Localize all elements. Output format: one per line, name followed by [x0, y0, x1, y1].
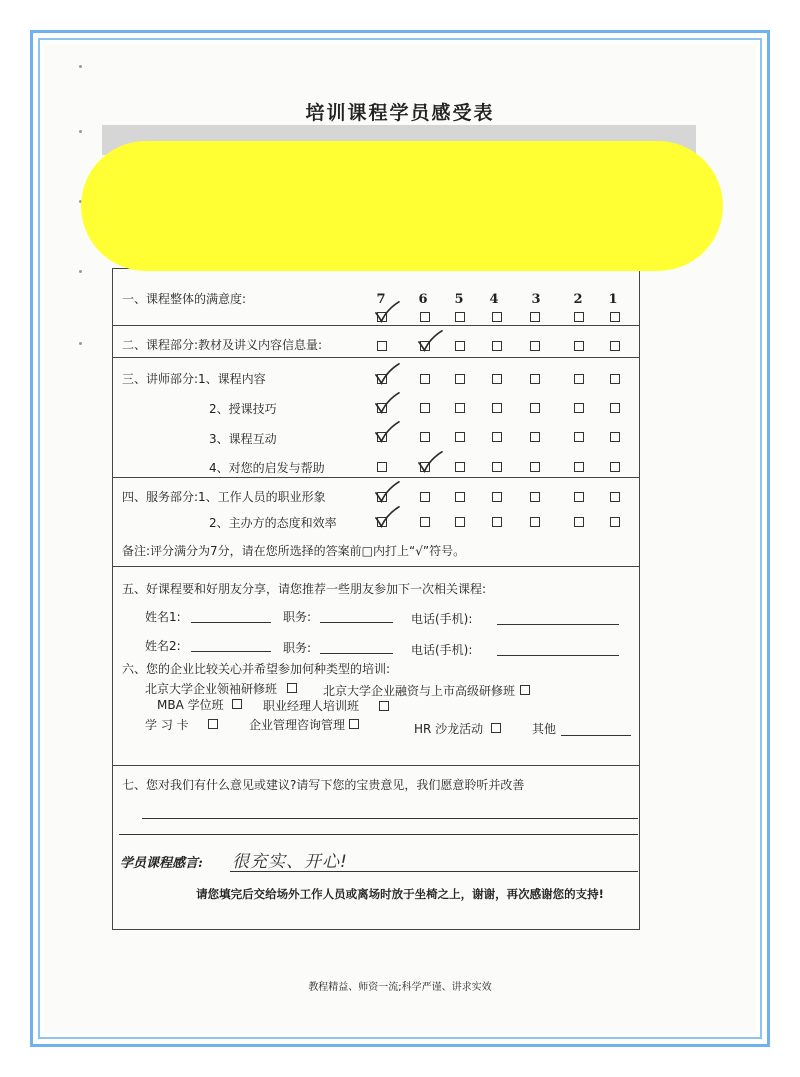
rating-checkbox[interactable]	[530, 492, 540, 502]
rating-checkbox[interactable]	[492, 341, 502, 351]
rating-checkbox[interactable]	[574, 374, 584, 384]
rating-checkbox[interactable]	[455, 341, 465, 351]
check-mark-icon	[416, 450, 444, 474]
referral-heading: 五、好课程要和好朋友分享，请您推荐一些朋友参加下一次相关课程:	[122, 582, 487, 596]
punch-dot	[79, 130, 82, 133]
training-heading: 六、您的企业比较关心并希望参加何种类型的培训:	[122, 662, 391, 676]
rating-checkbox[interactable]	[610, 462, 620, 472]
training-option-checkbox[interactable]	[491, 723, 501, 733]
rating-checkbox[interactable]	[530, 517, 540, 527]
row-divider	[112, 325, 640, 326]
row-divider	[112, 566, 640, 567]
rating-checkbox[interactable]	[610, 403, 620, 413]
phone2-field[interactable]	[497, 655, 619, 656]
training-option-checkbox[interactable]	[349, 719, 359, 729]
rating-checkbox[interactable]	[420, 492, 430, 502]
rating-checkbox[interactable]	[574, 312, 584, 322]
rating-checkbox[interactable]	[530, 374, 540, 384]
q2-label: 二、课程部分:教材及讲义内容信息量:	[122, 338, 323, 352]
training-option-label: 企业管理咨询管理	[249, 718, 346, 732]
name2-label: 姓名2:	[145, 639, 181, 653]
rating-checkbox[interactable]	[530, 432, 540, 442]
rating-checkbox[interactable]	[492, 374, 502, 384]
position2-label: 职务:	[283, 641, 312, 655]
rating-checkbox[interactable]	[455, 462, 465, 472]
rating-checkbox[interactable]	[610, 312, 620, 322]
rating-checkbox[interactable]	[377, 341, 387, 351]
check-mark-icon	[373, 480, 401, 504]
rating-checkbox[interactable]	[377, 462, 387, 472]
training-option-checkbox[interactable]	[379, 701, 389, 711]
rating-checkbox[interactable]	[530, 462, 540, 472]
check-mark-icon	[373, 505, 401, 529]
rating-checkbox[interactable]	[530, 403, 540, 413]
q3-3-label: 3、课程互动	[209, 432, 277, 446]
scale-label: 6	[418, 292, 428, 307]
rating-checkbox[interactable]	[492, 462, 502, 472]
phone2-label: 电话(手机):	[411, 643, 473, 657]
rating-checkbox[interactable]	[492, 492, 502, 502]
training-other-field[interactable]	[561, 735, 631, 736]
feedback-heading: 七、您对我们有什么意见或建议?请写下您的宝贵意见，我们愿意聆听并改善	[122, 778, 525, 792]
q3-2-label: 2、授课技巧	[209, 402, 277, 416]
rating-checkbox[interactable]	[574, 462, 584, 472]
check-mark-icon	[373, 300, 401, 324]
rating-checkbox[interactable]	[455, 374, 465, 384]
footer-slogan: 教程精益、师资一流;科学严谨、讲求实效	[308, 982, 492, 993]
rating-checkbox[interactable]	[420, 432, 430, 442]
scale-label: 7	[376, 292, 386, 307]
training-option-label: MBA 学位班	[157, 698, 224, 712]
rating-checkbox[interactable]	[610, 374, 620, 384]
rating-checkbox[interactable]	[420, 312, 430, 322]
check-mark-icon	[373, 420, 401, 444]
punch-dot	[79, 65, 82, 68]
rating-checkbox[interactable]	[455, 312, 465, 322]
training-option-label: 职业经理人培训班	[263, 699, 360, 713]
punch-dot	[79, 342, 82, 345]
rating-checkbox[interactable]	[420, 374, 430, 384]
name2-field[interactable]	[191, 651, 271, 652]
training-option-label: HR 沙龙活动	[414, 722, 484, 736]
rating-checkbox[interactable]	[455, 492, 465, 502]
training-option-checkbox[interactable]	[208, 719, 218, 729]
position1-field[interactable]	[320, 622, 393, 623]
position2-field[interactable]	[320, 653, 393, 654]
q4-2-label: 2、主办方的态度和效率	[209, 516, 337, 530]
check-mark-icon	[416, 329, 444, 353]
q1-label: 一、课程整体的满意度:	[122, 292, 247, 306]
q4-1-label: 四、服务部分:1、工作人员的职业形象	[122, 490, 326, 504]
position1-label: 职务:	[283, 610, 312, 624]
check-mark-icon	[373, 391, 401, 415]
form-title: 培训课程学员感受表	[305, 102, 495, 124]
rating-checkbox[interactable]	[610, 517, 620, 527]
phone1-field[interactable]	[497, 624, 619, 625]
rating-checkbox[interactable]	[420, 403, 430, 413]
row-divider	[112, 765, 640, 766]
rating-checkbox[interactable]	[610, 492, 620, 502]
rating-checkbox[interactable]	[574, 492, 584, 502]
closing-note: 请您填完后交给场外工作人员或离场时放于坐椅之上，谢谢，再次感谢您的支持!	[196, 887, 604, 901]
scale-label: 4	[489, 292, 499, 307]
motto-label: 学员课程感言:	[120, 856, 203, 871]
training-option-checkbox[interactable]	[287, 683, 297, 693]
rating-checkbox[interactable]	[420, 517, 430, 527]
rating-checkbox[interactable]	[492, 432, 502, 442]
name1-label: 姓名1:	[145, 610, 181, 624]
rating-checkbox[interactable]	[574, 432, 584, 442]
training-other-label: 其他	[532, 722, 557, 736]
motto-handwriting: 很充实、开心!	[232, 852, 348, 872]
rating-checkbox[interactable]	[574, 517, 584, 527]
check-mark-icon	[373, 362, 401, 386]
q3-1-label: 三、讲师部分:1、课程内容	[122, 372, 266, 386]
rating-checkbox[interactable]	[610, 432, 620, 442]
scale-label: 1	[608, 292, 618, 307]
scale-label: 3	[531, 292, 541, 307]
scale-label: 5	[454, 292, 464, 307]
rating-checkbox[interactable]	[492, 403, 502, 413]
rating-checkbox[interactable]	[530, 341, 540, 351]
redaction-mark	[81, 141, 723, 271]
training-option-label: 学 习 卡	[145, 718, 189, 732]
rating-checkbox[interactable]	[574, 341, 584, 351]
rating-note: 备注:评分满分为7分，请在您所选择的答案前□内打上“√”符号。	[122, 544, 466, 558]
training-option-label: 北京大学企业领袖研修班	[145, 682, 278, 696]
scale-label: 2	[573, 292, 583, 307]
name1-field[interactable]	[191, 622, 271, 623]
phone1-label: 电话(手机):	[411, 612, 473, 626]
rating-checkbox[interactable]	[455, 403, 465, 413]
feedback-line[interactable]	[119, 834, 638, 835]
rating-checkbox[interactable]	[492, 312, 502, 322]
training-option-label: 北京大学企业融资与上市高级研修班	[323, 684, 516, 698]
feedback-line[interactable]	[142, 818, 638, 819]
rating-checkbox[interactable]	[530, 312, 540, 322]
rating-checkbox[interactable]	[574, 403, 584, 413]
training-option-checkbox[interactable]	[520, 685, 530, 695]
rating-checkbox[interactable]	[455, 432, 465, 442]
row-divider	[112, 477, 640, 478]
rating-checkbox[interactable]	[492, 517, 502, 527]
rating-checkbox[interactable]	[455, 517, 465, 527]
q3-4-label: 4、对您的启发与帮助	[209, 461, 325, 475]
training-option-checkbox[interactable]	[232, 699, 242, 709]
rating-checkbox[interactable]	[610, 341, 620, 351]
punch-dot	[79, 270, 82, 273]
row-divider	[112, 357, 640, 358]
